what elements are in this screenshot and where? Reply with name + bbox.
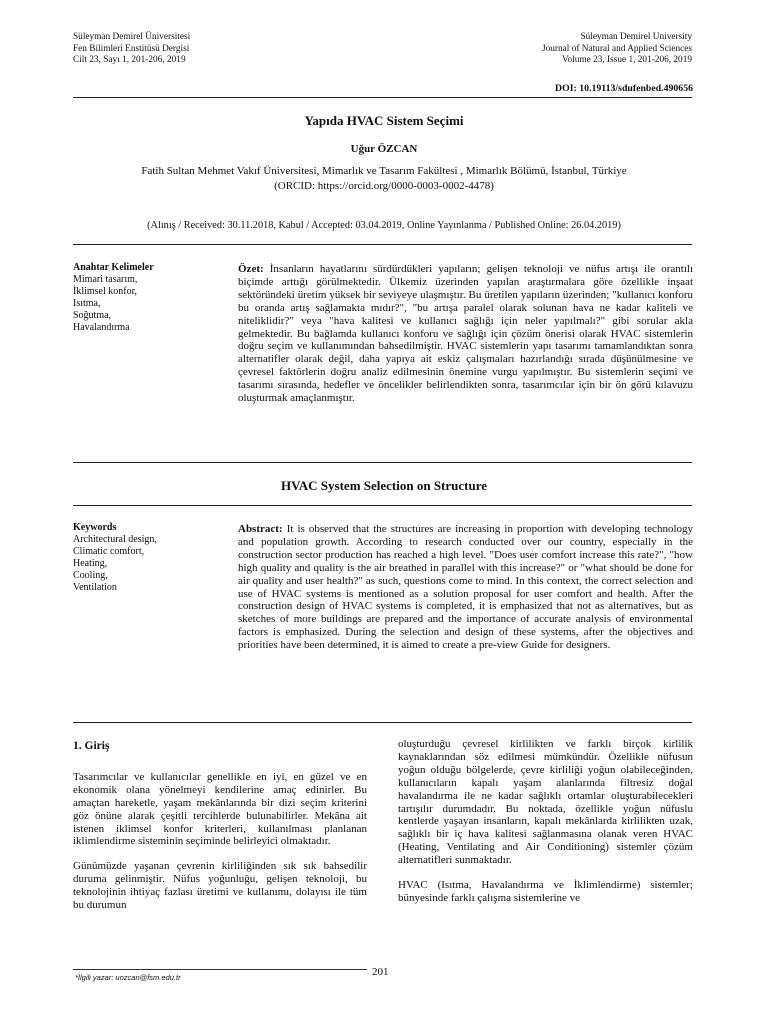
keyword-en-item: Cooling,	[73, 570, 108, 581]
corresponding-author-footnote: *İlgili yazar: uozcan@fsm.edu.tr	[75, 973, 181, 982]
abstract-en-rule	[73, 722, 692, 723]
keyword-en-item: Architectural design,	[73, 534, 157, 545]
header-en-line-2: Journal of Natural and Applied Sciences	[542, 43, 692, 54]
keyword-en-item: Climatic comfort,	[73, 546, 145, 557]
keyword-tr-item: Mimari tasarım,	[73, 274, 138, 285]
header-tr-line-1: Süleyman Demirel Üniversitesi	[73, 32, 191, 42]
body-paragraph: oluşturduğu çevresel kirlilikten ve farklı birçok kirlilik kaynaklarından söz edilmesi mümkündür. Özellikle nüfusun yoğun olduğu bölgelerde, çevre kirliliği yoğun olabileceğinden, kullanıcıların kapalı yaşam alanlarında filtresiz doğal havalandırma ile ne kadar sağlıklı ortamlar oluşturabilecekleri tartışılır durumdadır. Bu noktada, özellikle yoğun nüfuslu kentlerde yaşayan insanların, kapalı mekânlarda kirlilikten uzak, sağlıklı bir iç hava kalitesi sağlanmasına olanak veren HVAC (Heating, Ventilating and Air Conditioning) sistemler çözüm alternatifleri sunmaktadır.	[398, 738, 693, 867]
abstract-en	[238, 523, 693, 652]
header-en-line-1: Süleyman Demirel University	[580, 32, 692, 42]
keyword-tr-item: İklimsel konfor,	[73, 286, 138, 297]
publication-dates: (Alınış / Received: 30.11.2018, Kabul / Accepted: 03.04.2019, Online Yayınlanma / Published Online: 26.04.2019)	[147, 220, 621, 231]
keyword-tr-item: Havalandırma	[73, 322, 130, 333]
doi[interactable]: DOI: 10.19113/sdufenbed.490656	[555, 83, 693, 94]
header-tr-line-3: Cilt 23, Sayı 1, 201-206, 2019	[73, 55, 186, 65]
abstract-en-text: It is observed that the structures are increasing in proportion with developing technology and population growth. According to research conducted over our country, especially in the construction sector production has reached a high level. "Does user comfort increase this rate?", "how high quality and quality is the air breathed in parallel with this increase?" or "what should be done for air quality and user health?" as such, questions come to mind. In this context, the correct selection and use of HVAC systems is mentioned as a solution proposal for user comfort and health. After the construction design of HVAC systems is completed, it is emphasized that not as alternatives, but as sketches of more buildings are prepared and the importance of accurate analysis of environmental factors is emphasized. During the selection and design of these systems, after the objectives and priorities have been determined, it is aimed to create a pre-view Guide for designers.	[238, 523, 693, 652]
affiliation: Fatih Sultan Mehmet Vakıf Üniversitesi, Mimarlık ve Tasarım Fakültesi , Mimarlık Bölümü, İstanbul, Türkiye	[141, 165, 627, 177]
paper-title-en: HVAC System Selection on Structure	[280, 478, 488, 493]
keywords-tr-heading: Anahtar Kelimeler	[73, 262, 154, 273]
abstract-tr	[238, 263, 693, 405]
body-paragraph: Günümüzde yaşanan çevrenin kirliliğinden sık sık bahsedilir duruma gelinmiştir. Nüfus yoğunluğu, gelişen teknoloji, bu teknolojinin ihtiyaç fazlası üretimi ve kullanımı, dolayısı ile tüm bu durumun	[73, 860, 367, 912]
body-paragraph: HVAC (Isıtma, Havalandırma ve İklimlendirme) sistemler; bünyesinde farklı çalışma sistemlerine ve	[398, 879, 693, 904]
body-column-right	[398, 738, 693, 917]
section-heading-intro: 1. Giriş	[73, 740, 110, 752]
abstract-tr-text: İnsanların hayatlarını sürdürdükleri yapıların; gelişen teknoloji ve nüfus artışı ile orantılı biçimde arttığı görülmektedir. Ülkemiz üzerinden yapılan araştırmalara göre özellikle inşaat sektöründeki üretim yüksek bir seviyeye ulaşmıştır. Bu üretilen yapıların üzerinden; "kullanıcı konforu bu oranda artış sağlamakta mıdır?", "bu artışa paralel olarak solunan hava ne kadar kaliteli ve niteliklidir?" veya "hava kalitesi ve kullanıcı sağlığı için neler yapılmalı?" gibi sorular akla gelmektedir. Bu bağlamda kullanıcı konforu ve sağlığı için çözüm önerisi olarak HVAC sistemlerin doğru seçim ve kullanımından bahsedilmiştir. HVAC sistemlerin yapı tasarımı tamamlandıktan sonra alternatifler olarak değil, daha yapıya ait eskiz çalışmaları hazırlandığı sırada düşünülmesine ve çevresel faktörlerin doğru analiz edilmesinin önemine vurgu yapılmıştır. Bu sistemlerin seçimi ve tasarımı sırasında, hedefler ve öncelikler belirlendikten sonra, tasarımcılar için bir ön görü kılavuzu oluşturmak amaçlanmıştır.	[238, 263, 694, 405]
journal-header-en	[542, 32, 692, 67]
keywords-tr	[73, 262, 223, 334]
abstract-tr-rule	[73, 462, 692, 463]
title-en-rule	[73, 505, 692, 506]
dates-rule	[73, 244, 692, 245]
keywords-en-heading: Keywords	[73, 522, 117, 533]
abstract-tr-label: Özet:	[238, 263, 264, 275]
orcid[interactable]: (ORCID: https://orcid.org/0000-0003-0002-4478)	[274, 180, 494, 192]
body-paragraph: Tasarımcılar ve kullanıcılar genellikle en iyi, en güzel ve en ekonomik olana yönelmeyi kendilerine amaç edinirler. Bu amaçtan hareketle, yaşam mekânlarında bir dizi seçim kriterini göz önüne alarak çeşitli tercihlerde bulunabilirler. Mekâna ait istenen iklimsel konfor kriterleri, kullanılması planlanan iklimlendirme sisteminin seçiminde belirleyici olmaktadır.	[73, 770, 367, 848]
keyword-en-item: Heating,	[73, 558, 108, 569]
journal-header-tr	[73, 32, 190, 67]
paper-title-tr: Yapıda HVAC Sistem Seçimi	[304, 113, 464, 128]
page-number: 201	[372, 966, 389, 978]
keyword-en-item: Ventilation	[73, 582, 117, 593]
keywords-en	[73, 522, 223, 594]
footnote-rule	[73, 969, 367, 970]
header-en-line-3: Volume 23, Issue 1, 201-206, 2019	[562, 55, 692, 65]
author-name: Uğur ÖZCAN	[350, 143, 418, 155]
header-tr-line-2: Fen Bilimleri Enstitüsü Dergisi	[73, 43, 190, 54]
header-rule	[73, 97, 692, 98]
body-column-left	[73, 740, 367, 924]
keyword-tr-item: Soğutma,	[73, 310, 112, 321]
keyword-tr-item: Isıtma,	[73, 298, 101, 309]
abstract-en-label: Abstract:	[238, 523, 283, 535]
